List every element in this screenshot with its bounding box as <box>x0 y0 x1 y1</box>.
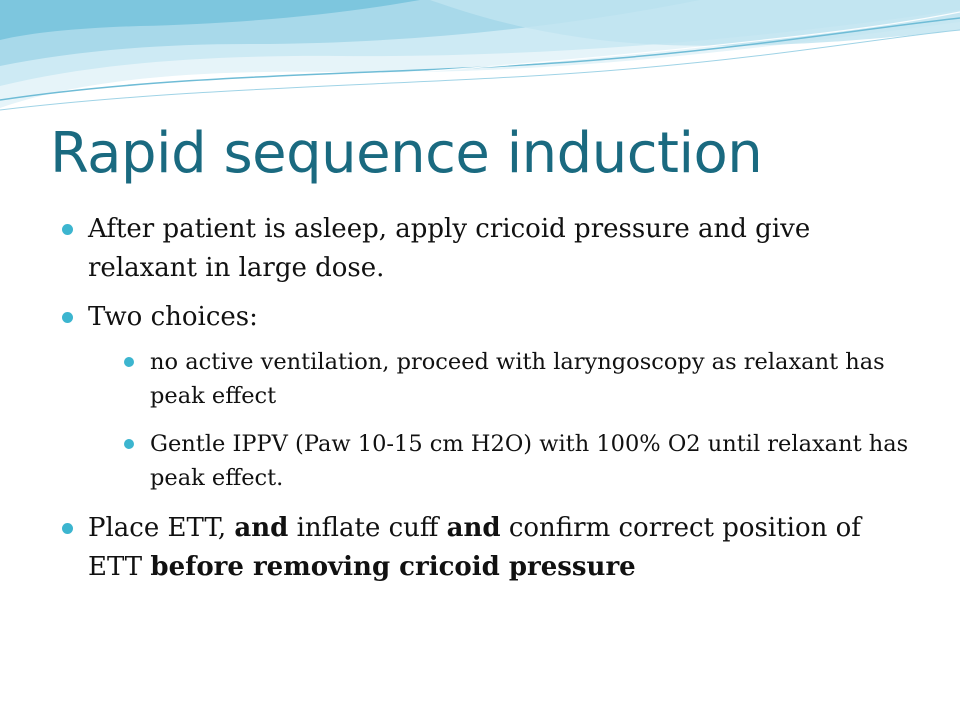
bullet-3-part-3: inflate cuff <box>288 513 447 543</box>
bullet-text-1: After patient is asleep, apply cricoid pressure and give relaxant in large dose. <box>88 214 811 283</box>
bullet-item-1 <box>62 210 922 288</box>
bullet-dot-icon <box>62 312 73 323</box>
bullet-list <box>62 210 922 597</box>
bullet-dot-icon <box>62 224 73 235</box>
bullet-3-emphasis-and-2: and <box>446 513 501 543</box>
sub-bullet-dot-icon <box>124 357 134 367</box>
sub-bullet-item-1 <box>124 345 922 413</box>
sub-bullet-list <box>124 345 922 495</box>
bullet-item-3 <box>62 509 922 587</box>
bullet-dot-icon <box>62 523 73 534</box>
sub-bullet-text-1: no active ventilation, proceed with laryngoscopy as relaxant has peak effect <box>150 349 885 409</box>
bullet-3-emphasis-and-1: and <box>234 513 289 543</box>
header-wave-decoration <box>0 0 960 120</box>
bullet-3-emphasis-before-removing: before removing cricoid pressure <box>150 552 636 582</box>
bullet-item-2 <box>62 298 922 495</box>
bullet-3-part-5: confirm correct position of ETT <box>88 513 861 582</box>
bullet-3-part-1: Place ETT, <box>88 513 235 543</box>
sub-bullet-item-2 <box>124 427 922 495</box>
sub-bullet-dot-icon <box>124 439 134 449</box>
bullet-text-2: Two choices: <box>88 302 258 332</box>
slide-title: Rapid sequence induction <box>50 121 763 186</box>
sub-bullet-text-2: Gentle IPPV (Paw 10-15 cm H2O) with 100% O2 until relaxant has peak effect. <box>150 431 909 491</box>
